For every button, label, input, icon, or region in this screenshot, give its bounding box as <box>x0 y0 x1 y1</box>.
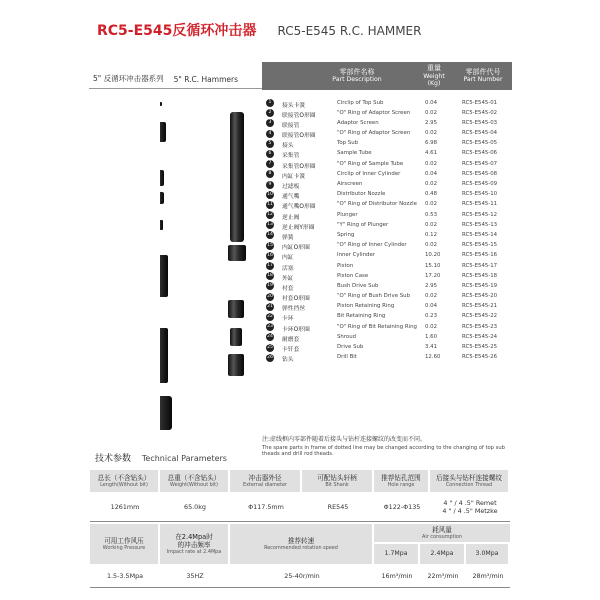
part-code: RC5-E545-08 <box>462 170 498 177</box>
part-name-en: "O" Ring of Sample Tube <box>337 160 404 167</box>
part-row <box>262 180 512 190</box>
part-weight: 0.02 <box>425 242 438 249</box>
part-row <box>262 210 512 220</box>
part-weight: 2.95 <box>425 282 438 289</box>
exploded-parts-image <box>160 102 246 430</box>
part-code: RC5-E545-16 <box>462 252 498 259</box>
part-code: RC5-E545-02 <box>462 109 498 116</box>
param-header-en: Air consumption <box>422 534 462 541</box>
part-row <box>262 343 512 353</box>
part-number-badge: 6 <box>266 150 274 158</box>
tech-title-cn: 技术参数 <box>95 454 132 464</box>
param-value <box>160 566 230 586</box>
table-rule <box>90 521 510 522</box>
part-code: RC5-E545-05 <box>462 140 498 147</box>
param-value <box>90 566 160 586</box>
part-name-en: Piston Retaining Ring <box>337 303 395 310</box>
note-chinese: 注:虚线框内零部件随着后接头与钻杆连接螺纹的改变而不同。 <box>262 436 427 443</box>
pressure-value: 3.0Mpa <box>475 550 499 558</box>
part-code: RC5-E545-09 <box>462 181 498 187</box>
part-name-en: Adaptor Screen <box>337 119 379 126</box>
part-number-badge: 9 <box>266 181 274 189</box>
part-row <box>262 281 512 291</box>
part-weight: 17.20 <box>425 272 441 279</box>
part-row <box>262 302 512 312</box>
part-weight: 10.20 <box>425 252 441 259</box>
part-name-cn: 联接管O形圈 <box>282 133 316 140</box>
part-row <box>262 261 512 271</box>
param-header-en: Length(Without bit) <box>100 482 148 489</box>
part-code: RC5-E545-04 <box>462 130 498 137</box>
part-name-cn: 衬套O形圈 <box>282 296 310 303</box>
part-weight: 0.02 <box>425 323 438 330</box>
part-name-en: Plunger <box>337 211 358 218</box>
part-code: RC5-E545-13 <box>462 221 498 228</box>
param-header-cn: 总长（不含钻头） <box>97 473 151 482</box>
part-name-en: "O" Ring of Distributor Nozzle <box>337 201 417 208</box>
air-value-text: 22m³/min <box>427 572 459 580</box>
part-name-en: Inner Cylinder <box>337 252 375 259</box>
param-header-en: Recommended rotation speed <box>264 545 338 552</box>
param-header-cn: 耗风量 <box>432 525 452 534</box>
part-number-badge: 16 <box>267 252 273 258</box>
part-number-badge: 7 <box>266 160 274 168</box>
part-name-cn: 耐磨套 <box>282 336 300 343</box>
notes <box>262 436 514 458</box>
part-number-badge: 20 <box>267 293 273 299</box>
note-english: The spare parts in frame of dotted line may be changed according to the changing of top sub theads and drill rod theads. <box>262 444 505 457</box>
param-header <box>230 524 372 564</box>
part-row <box>262 220 512 230</box>
part-code: RC5-E545-23 <box>462 323 498 330</box>
param-value <box>302 494 374 520</box>
part-weight: 0.02 <box>425 130 438 137</box>
part-code: RC5-E545-20 <box>462 293 498 300</box>
part-weight: 0.53 <box>425 211 438 218</box>
part-name-en: Piston Case <box>337 272 369 279</box>
part-name-cn: 联接管O形圈 <box>282 112 316 119</box>
part-name-en: Bit Retaining Ring <box>337 313 386 320</box>
part-weight: 2.95 <box>425 119 438 126</box>
air-consumption-value <box>420 566 466 586</box>
part-row <box>262 230 512 240</box>
part-name-cn: 内缸O形圈 <box>282 245 310 252</box>
page-header <box>97 20 421 42</box>
name-header-en: Part Description <box>332 76 382 84</box>
air-value-text: 16m³/min <box>381 572 413 580</box>
name-header-cn: 零部件名称 <box>339 68 375 77</box>
part-code: RC5-E545-21 <box>462 303 498 310</box>
part-weight: 0.02 <box>425 181 438 187</box>
param-header-cn: 在2.4Mpa时 的冲击频率 <box>175 532 213 549</box>
part-name-cn: 接头 <box>282 143 294 150</box>
param-header <box>160 470 228 492</box>
part-weight: 6.98 <box>425 140 438 147</box>
connection-thread-values <box>430 494 510 520</box>
part-weight: 0.02 <box>425 201 438 208</box>
pn-header-en: Part Number <box>463 76 503 84</box>
part-name-en: "O" Ring of Bit Retaining Ring <box>337 323 417 330</box>
param-header-cn: 可配钻头轩柄 <box>317 473 357 482</box>
param-header-cn: 推荐钻孔范围 <box>381 473 421 482</box>
part-code: RC5-E545-17 <box>462 262 498 269</box>
part-code: RC5-E545-11 <box>462 201 498 208</box>
part-number-badge: 2 <box>266 109 274 117</box>
part-number-badge: 11 <box>267 201 273 207</box>
param-header-en: Working Pressure <box>102 545 146 552</box>
part-name-en: Shroud <box>337 333 357 340</box>
part-code: RC5-E545-19 <box>462 282 498 289</box>
part-code: RC5-E545-18 <box>462 272 498 279</box>
part-name-cn: 逆止阀 <box>282 214 300 221</box>
weight-header-en: Weight <box>423 72 445 80</box>
pressure-header <box>374 544 418 564</box>
air-consumption-value <box>466 566 510 586</box>
param-value-text: 35HZ <box>186 572 204 580</box>
part-name-en: "O" Ring of Adaptor Screen <box>337 109 411 116</box>
part-row <box>262 322 512 332</box>
part-weight: 0.04 <box>425 303 438 310</box>
part-row <box>262 200 512 210</box>
part-name-cn: 卡环 <box>282 316 294 323</box>
part-number-badge: 19 <box>267 283 273 289</box>
param-header <box>90 524 158 564</box>
part-number-badge: 23 <box>267 324 273 330</box>
part-row <box>262 251 512 261</box>
part-number-badge: 25 <box>267 344 273 350</box>
part-row <box>262 353 512 363</box>
part-code: RC5-E545-10 <box>462 191 498 198</box>
param-value-text: RE545 <box>327 503 349 511</box>
param-header-cn: 总重（不含钻头） <box>167 473 221 482</box>
pressure-header <box>420 544 464 564</box>
part-name-en: Circlip of Inner Cylinder <box>337 170 401 177</box>
part-name-cn: 采集管 <box>282 153 300 160</box>
part-row <box>262 190 512 200</box>
param-value <box>90 494 160 520</box>
param-value-text: Φ117.5mm <box>248 503 284 511</box>
param-header-en: Bit Shank <box>325 482 349 489</box>
part-code: RC5-E545-26 <box>462 354 498 361</box>
part-weight: 0.02 <box>425 293 438 300</box>
part-row <box>262 108 512 118</box>
part-number-badge: 13 <box>267 222 273 228</box>
part-code: RC5-E545-06 <box>462 150 498 157</box>
part-code: RC5-E545-14 <box>462 231 498 238</box>
part-name-cn: 通气嘴 <box>282 194 300 201</box>
param-header-cn: 后接头与钻杆连接螺纹 <box>436 473 502 482</box>
thread-value: 4 " / 4 .5" Remet <box>443 499 497 507</box>
air-consumption-header <box>374 524 510 542</box>
part-number-header <box>456 62 510 90</box>
part-number-badge: 24 <box>267 334 273 340</box>
thread-value: 4 " / 4 .5" Metzke <box>442 507 498 515</box>
part-name-cn: 内缸 <box>282 255 294 262</box>
part-weight: 0.23 <box>425 313 438 320</box>
part-name-cn: 联接管 <box>282 122 300 129</box>
part-name-cn: 接头卡簧 <box>282 102 306 109</box>
part-name-en: Piston <box>337 262 354 269</box>
param-value <box>374 494 430 520</box>
part-name-en: Sample Tube <box>337 150 372 157</box>
part-row <box>262 149 512 159</box>
part-code: RC5-E545-25 <box>462 344 498 350</box>
pressure-header <box>466 544 508 564</box>
param-value <box>160 494 230 520</box>
part-name-cn: 卡钎套 <box>282 347 300 353</box>
param-header-en: External diameter <box>242 482 287 489</box>
param-header <box>374 470 428 492</box>
part-code: RC5-E545-07 <box>462 160 498 167</box>
part-row <box>262 169 512 179</box>
part-name-cn: 外缸 <box>282 275 294 282</box>
series-chinese: 5" 反循环冲击器系列 <box>93 74 164 83</box>
param-value-text: 1.5-3.5Mpa <box>106 572 144 580</box>
param-header-en: Impact rate at 2.4Mpa <box>166 549 222 556</box>
part-name-en: "O" Ring of Inner Cylinder <box>337 242 407 249</box>
part-code: RC5-E545-01 <box>462 99 498 106</box>
series-english: 5" R.C. Hammers <box>173 75 239 84</box>
part-name-cn: 采集管O形圈 <box>282 163 316 170</box>
title-chinese: RC5-E545反循环冲击器 <box>97 23 257 39</box>
param-value-text: 25-40r/min <box>284 572 320 580</box>
part-weight: 12.60 <box>425 354 441 361</box>
part-name-cn: 过滤板 <box>282 184 300 190</box>
part-row <box>262 271 512 281</box>
part-number-badge: 15 <box>267 242 273 248</box>
part-name-en: "O" Ring of Bush Drive Sub <box>337 293 411 300</box>
part-code: RC5-E545-15 <box>462 242 498 249</box>
param-header <box>430 470 508 492</box>
part-name-cn: 卡环O形圈 <box>282 326 310 333</box>
part-row <box>262 241 512 251</box>
part-number-badge: 18 <box>267 273 273 279</box>
part-weight: 15.10 <box>425 262 441 269</box>
technical-parameters-table <box>90 470 510 588</box>
part-row <box>262 159 512 169</box>
weight-header-unit: (Kg) <box>427 80 441 88</box>
title-english: RC5-E545 R.C. HAMMER <box>277 24 422 38</box>
part-row <box>262 292 512 302</box>
part-row <box>262 129 512 139</box>
part-name-en: Circlip of Top Sub <box>337 99 384 106</box>
part-weight: 4.61 <box>425 150 438 157</box>
part-name-en: Airscreen <box>337 181 363 187</box>
part-number-badge: 26 <box>267 354 273 360</box>
part-name-cn: 逆止阀Y形圈 <box>282 224 315 231</box>
part-weight: 0.02 <box>425 160 438 167</box>
part-weight: 0.48 <box>425 191 438 198</box>
part-name-cn: 活塞 <box>282 265 294 272</box>
part-weight: 0.04 <box>425 170 438 177</box>
pn-header-cn: 零部件代号 <box>465 68 501 77</box>
part-number-badge: 1 <box>266 99 274 107</box>
pressure-value: 1.7Mpa <box>384 550 408 558</box>
param-header <box>230 470 300 492</box>
param-header-cn: 冲击器外径 <box>248 473 282 482</box>
part-name-cn: 内缸卡簧 <box>282 173 306 180</box>
exploded-view-drawing <box>160 100 260 438</box>
part-row <box>262 139 512 149</box>
part-name-cn: 弹簧 <box>282 234 294 241</box>
param-header <box>160 524 228 564</box>
part-weight: 3.41 <box>425 344 438 350</box>
part-name-cn: 通气嘴O形圈 <box>282 204 316 211</box>
part-name-en: Spring <box>337 231 355 238</box>
weight-header-cn: 重量 <box>427 64 441 73</box>
part-name-en: "O" Ring of Adaptor Screen <box>337 130 411 137</box>
name-header <box>302 62 412 90</box>
part-number-badge: 10 <box>267 191 273 197</box>
part-name-cn: 衬套 <box>282 285 294 292</box>
part-code: RC5-E545-12 <box>462 211 498 218</box>
table-rule <box>90 587 510 588</box>
part-name-en: Drive Sub <box>337 344 364 350</box>
part-name-en: Bush Drive Sub <box>337 282 379 289</box>
part-number-badge: 5 <box>266 140 274 148</box>
part-row <box>262 98 512 108</box>
part-weight: 1.60 <box>425 333 438 340</box>
part-number-badge: 4 <box>266 130 274 138</box>
param-value-text: 1261mm <box>110 503 140 511</box>
part-weight: 0.12 <box>425 231 438 238</box>
part-weight: 0.04 <box>425 99 438 106</box>
part-name-cn: 弹性挡丝 <box>282 306 306 313</box>
param-header <box>302 470 372 492</box>
part-row <box>262 332 512 342</box>
param-header-en: Weight(Without bit) <box>170 482 218 489</box>
parts-table-header <box>262 62 512 90</box>
part-number-badge: 22 <box>267 313 273 319</box>
part-number-badge: 17 <box>267 263 273 268</box>
param-value <box>230 494 302 520</box>
part-code: RC5-E545-22 <box>462 313 498 320</box>
part-name-en: Top Sub <box>337 140 359 147</box>
part-code: RC5-E545-03 <box>462 119 498 126</box>
part-code: RC5-E545-24 <box>462 333 498 340</box>
part-name-en: Drill Bit <box>337 354 357 361</box>
param-header-cn: 推荐转速 <box>287 536 315 545</box>
param-value-text: Φ122-Φ135 <box>383 503 421 511</box>
air-value-text: 28m³/min <box>472 572 504 580</box>
part-name-en: Distributor Nozzle <box>337 191 386 198</box>
part-row <box>262 312 512 322</box>
param-header <box>90 470 158 492</box>
weight-header <box>417 62 451 90</box>
param-value-text: 65.0kg <box>184 503 206 511</box>
part-row <box>262 118 512 128</box>
part-weight: 0.02 <box>425 221 438 228</box>
param-header-cn: 可用工作风压 <box>104 536 144 545</box>
pressure-value: 2.4Mpa <box>430 550 454 558</box>
part-number-badge: 14 <box>267 232 273 238</box>
part-number-badge: 8 <box>266 170 274 178</box>
part-number-badge: 12 <box>267 212 273 218</box>
series-heading <box>89 63 262 89</box>
tech-title-en: Technical Parameters <box>141 454 227 463</box>
part-number-badge: 3 <box>266 119 274 127</box>
air-consumption-value <box>374 566 420 586</box>
technical-parameters-title <box>95 451 227 464</box>
parts-list <box>262 98 512 363</box>
part-name-cn: 钻头 <box>282 357 294 364</box>
part-name-en: "Y" Ring of Plunger <box>337 221 389 228</box>
part-weight: 0.02 <box>425 109 438 116</box>
param-header-en: Connection Thread <box>445 482 493 489</box>
part-number-badge: 21 <box>267 303 273 309</box>
param-header-en: Hole range <box>387 482 415 489</box>
param-value <box>230 566 374 586</box>
